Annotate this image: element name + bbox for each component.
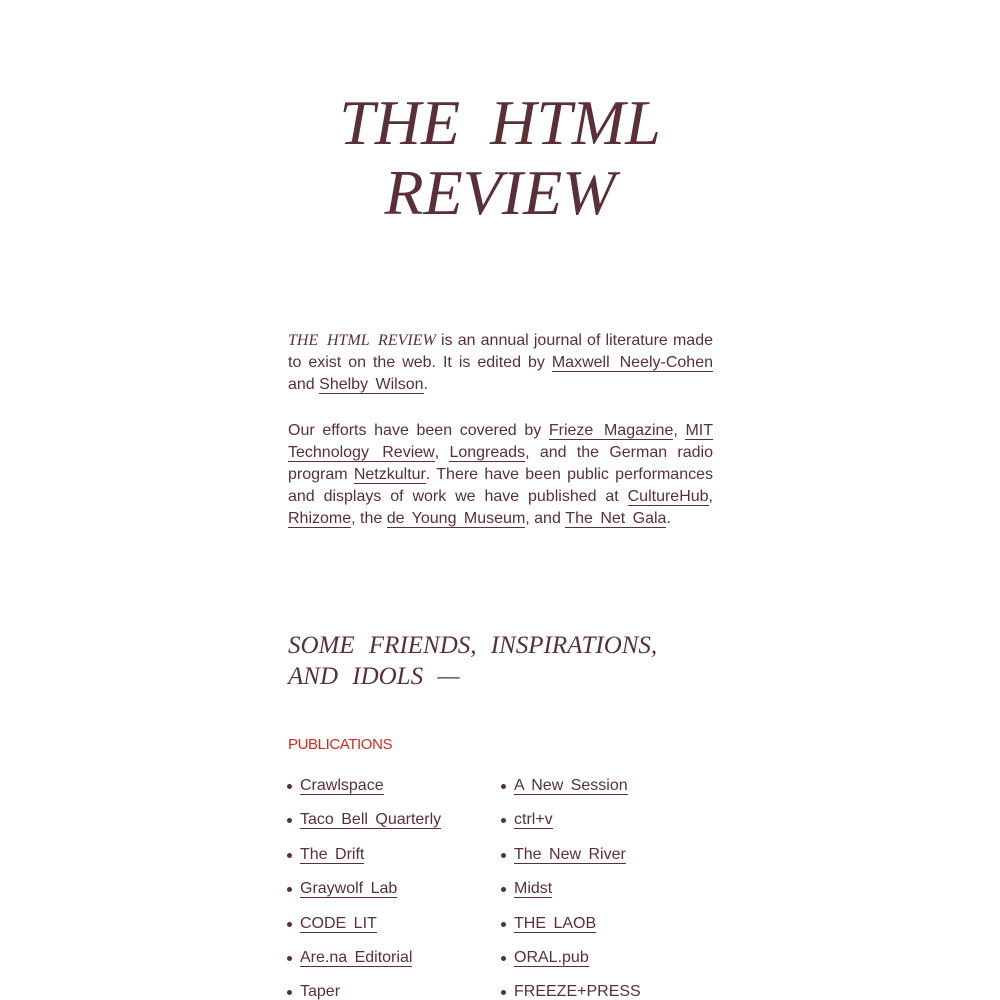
press-link-frieze[interactable]: Frieze Magazine	[548, 422, 674, 439]
editor-link-maxwell[interactable]: Maxwell Neely-Cohen	[551, 354, 713, 371]
publication-link[interactable]: Crawlspace	[300, 777, 384, 794]
publications-label: PUBLICATIONS	[288, 736, 393, 753]
press-link-netzkultur[interactable]: Netzkultur	[353, 466, 426, 483]
list-item	[288, 809, 502, 843]
publication-link[interactable]: Midst	[514, 880, 553, 898]
list-item	[502, 878, 716, 912]
coverage-text: . There have been public performances and displays of work we have published at	[288, 466, 714, 505]
coverage-text: , and	[525, 510, 566, 527]
list-item	[502, 947, 716, 981]
list-item	[288, 775, 502, 809]
list-item	[502, 775, 716, 809]
coverage-text: ,	[673, 422, 686, 439]
list-item	[288, 878, 502, 912]
friends-section	[288, 630, 713, 1000]
publication-link[interactable]: The Drift	[300, 845, 365, 863]
publication-link[interactable]: Graywolf Lab	[300, 880, 398, 898]
coverage-text: , and the German radio program	[288, 444, 714, 483]
publications-list	[288, 775, 713, 1000]
press-link-longreads[interactable]: Longreads	[449, 444, 526, 461]
venue-link-rhizome[interactable]: Rhizome	[288, 510, 352, 527]
press-link-mit[interactable]: MIT Technology Review	[288, 422, 714, 461]
intro-text: .	[423, 376, 428, 393]
list-item	[288, 947, 502, 981]
list-item	[502, 981, 716, 1000]
publication-link[interactable]: ctrl+v	[514, 811, 553, 829]
venue-link-de-young[interactable]: de Young Museum	[386, 510, 526, 527]
publication-link[interactable]: ORAL.pub	[514, 948, 589, 966]
list-item	[502, 809, 716, 843]
venue-link-net-gala[interactable]: The Net Gala	[565, 510, 667, 527]
masthead-line-1: THE HTML	[339, 87, 661, 158]
coverage-text: Our efforts have been covered by	[288, 422, 549, 439]
friends-heading	[288, 630, 713, 692]
coverage-text: , the	[351, 510, 387, 527]
publication-link[interactable]: The New River	[514, 845, 626, 863]
list-item	[502, 844, 716, 878]
publication-link[interactable]: A New Session	[514, 777, 628, 794]
publication-link[interactable]: FREEZE+PRESS	[514, 983, 641, 1000]
publication-link[interactable]: Taper	[300, 983, 341, 1000]
list-item	[288, 913, 502, 947]
list-item	[288, 844, 502, 878]
coverage-text: .	[666, 510, 671, 527]
intro-text: is an annual journal of literature made to exist on the web. It is edited by	[288, 332, 713, 371]
publication-link[interactable]: Are.na Editorial	[300, 948, 413, 966]
editor-link-shelby[interactable]: Shelby Wilson	[319, 376, 424, 393]
journal-name: THE HTML REVIEW	[288, 332, 436, 349]
venue-link-culturehub[interactable]: CultureHub	[627, 488, 709, 505]
list-item	[502, 913, 716, 947]
masthead-line-2: REVIEW	[384, 157, 616, 228]
list-item	[288, 981, 502, 1000]
publication-link[interactable]: Taco Bell Quarterly	[300, 811, 442, 829]
publication-link[interactable]: CODE LIT	[300, 914, 377, 932]
coverage-text: ,	[434, 444, 450, 461]
intro-section	[288, 330, 713, 554]
intro-paragraph-1	[288, 330, 713, 396]
masthead-title	[0, 88, 1000, 228]
coverage-text: ,	[708, 488, 713, 505]
intro-paragraph-2	[288, 420, 713, 530]
intro-text: and	[288, 376, 320, 393]
publication-link[interactable]: THE LAOB	[514, 914, 597, 932]
friends-heading-line-1: SOME FRIENDS, INSPIRATIONS,	[288, 632, 658, 659]
friends-heading-line-2: AND IDOLS —	[288, 663, 460, 690]
